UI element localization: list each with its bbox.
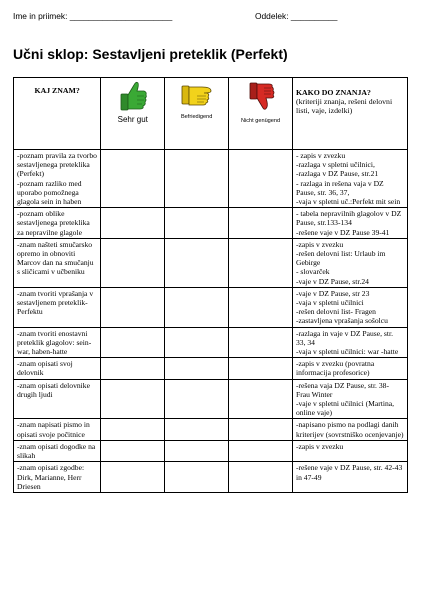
evidence-text: - zapis v zvezku: [295, 151, 346, 160]
rating-cell-nicht-genugend[interactable]: [229, 327, 293, 358]
evidence-text: -vaje v spletni učilnici (Martina, online vaje): [295, 399, 395, 418]
evidence-text: - tabela nepravilnih glagolov v DZ Pause, str.133-134: [295, 209, 402, 228]
rating-cell-sehr-gut[interactable]: [101, 287, 165, 327]
evidence-text: -rešene vaje v DZ Pause 39-41: [295, 227, 390, 237]
column-header-know: KAJ ZNAM?: [14, 78, 101, 150]
skill-text: -znam opisati zgodbe: Dirk, Marianne, Herr Driesen: [17, 463, 85, 491]
skill-cell: [14, 358, 101, 379]
evidence-cell: [292, 440, 407, 461]
rating-cell-nicht-genugend[interactable]: [229, 287, 293, 327]
evidence-text: -rešen delovni list: Urlaub im Gebirge: [295, 249, 386, 268]
table-row: [14, 150, 408, 208]
rating-cell-nicht-genugend[interactable]: [229, 238, 293, 287]
evidence-text: -vaje v DZ Pause, str 23: [295, 288, 370, 298]
column-header-how-subtitle: (kriteriji znanja, rešeni delovni listi, vaje, izdelki): [295, 97, 393, 116]
skill-cell: [14, 287, 101, 327]
rating-cell-befriedigend[interactable]: [165, 419, 229, 440]
department-field-label: Oddelek: __________: [255, 11, 338, 21]
skill-cell: [14, 208, 101, 239]
rating-cell-nicht-genugend[interactable]: [229, 358, 293, 379]
rating-cell-sehr-gut[interactable]: [101, 419, 165, 440]
evidence-text: -vaja v spletni uč.:Perfekt mit sein: [295, 197, 401, 207]
evidence-cell: [292, 462, 407, 493]
rating-cell-sehr-gut[interactable]: [101, 238, 165, 287]
table-header-row: [14, 78, 408, 150]
skill-text: -poznam razliko med uporabo pomožnega glagola sein in haben: [17, 178, 82, 207]
evidence-text: -zastavljena vprašanja sošolcu: [295, 316, 388, 326]
evidence-text: -rešene vaje v DZ Pause, str. 42-43 in 47-49: [295, 463, 403, 482]
skill-text: -znam napisati pismo in opisati svoje počitnice: [17, 420, 90, 439]
evidence-cell: [292, 419, 407, 440]
rating-cell-befriedigend[interactable]: [165, 287, 229, 327]
rating-header-befriedigend: [165, 78, 229, 150]
rating-cell-befriedigend[interactable]: [165, 462, 229, 493]
skill-text: -znam našteti smučarsko opremo in obnoviti Marcov dan na smučanju s sličicami v učbeniku: [17, 239, 94, 277]
skill-text: -poznam pravila za tvorbo sestavljenega preteklika (Perfekt): [17, 151, 97, 179]
skill-cell: [14, 379, 101, 419]
evidence-text: -vaja v spletni učilnici: war -hatte: [295, 347, 399, 357]
table-row: [14, 358, 408, 379]
evidence-text: -rešena vaja DZ Pause, str. 38- Frau Winter: [295, 380, 389, 399]
evidence-text: - razlaga in rešena vaja v DZ Pause, str. 36, 37,: [295, 178, 384, 197]
skill-text: -znam opisati delovnike drugih ljudi: [17, 380, 90, 399]
table-row: [14, 379, 408, 419]
skill-cell: [14, 419, 101, 440]
evidence-text: -razlaga v spletni učilnici,: [295, 160, 375, 170]
rating-cell-nicht-genugend[interactable]: [229, 379, 293, 419]
table-row: [14, 327, 408, 358]
evidence-text: -razlaga v DZ Pause, str.21: [295, 169, 379, 179]
skill-text: -znam opisati svoj delovnik: [17, 359, 73, 378]
column-header-how-title: KAKO DO ZNANJA?: [295, 88, 371, 97]
rating-header-sehr-gut: [101, 78, 165, 150]
table-row: [14, 462, 408, 493]
rating-cell-nicht-genugend[interactable]: [229, 462, 293, 493]
evidence-cell: [292, 358, 407, 379]
rating-cell-befriedigend[interactable]: [165, 238, 229, 287]
skill-text: -znam opisati dogodke na slikah: [17, 441, 96, 461]
rating-cell-sehr-gut[interactable]: [101, 358, 165, 379]
rating-cell-befriedigend[interactable]: [165, 327, 229, 358]
rating-cell-sehr-gut[interactable]: [101, 327, 165, 358]
skill-text: -poznam oblike sestavljenega preteklika za nepravilne glagole: [17, 209, 90, 237]
rating-label-befriedigend: Befriedigend: [180, 114, 213, 120]
evidence-text: -zapis v zvezku (povratna informacija profesorice): [295, 359, 375, 378]
name-field-label: Ime in priimek: ______________________: [13, 11, 173, 21]
rating-cell-befriedigend[interactable]: [165, 358, 229, 379]
rating-label-nicht-genugend: Nicht genügend: [240, 118, 281, 124]
column-header-how: [292, 78, 407, 150]
table-row: [14, 208, 408, 239]
skill-cell: [14, 327, 101, 358]
evidence-cell: [292, 287, 407, 327]
evidence-text: - slovarček: [295, 267, 330, 277]
table-row: [14, 287, 408, 327]
rating-cell-sehr-gut[interactable]: [101, 462, 165, 493]
rating-cell-nicht-genugend[interactable]: [229, 440, 293, 461]
skill-cell: [14, 150, 101, 208]
evidence-text: -razlaga in vaje v DZ Pause, str. 33, 34: [295, 328, 393, 347]
rating-cell-nicht-genugend[interactable]: [229, 419, 293, 440]
skill-cell: [14, 238, 101, 287]
rating-header-nicht-genugend: [229, 78, 293, 150]
rating-cell-nicht-genugend[interactable]: [229, 208, 293, 239]
skill-text: -znam tvoriti vprašanja v sestavljenem preteklik- Perfektu: [17, 288, 94, 317]
evidence-cell: [292, 327, 407, 358]
rating-cell-sehr-gut[interactable]: [101, 208, 165, 239]
rating-cell-befriedigend[interactable]: [165, 150, 229, 208]
skill-cell: [14, 440, 101, 461]
skill-cell: [14, 462, 101, 493]
evidence-cell: [292, 150, 407, 208]
evidence-text: -vaja v spletni učilnici: [295, 298, 364, 308]
rating-cell-sehr-gut[interactable]: [101, 150, 165, 208]
evidence-text: -zapis v zvezku: [295, 441, 344, 451]
evidence-text: -napisano pismo na podlagi danih kriterijev (sovrstniško ocenjevanje): [295, 420, 404, 439]
evidence-text: -zapis v zvezku: [295, 239, 344, 249]
skill-text: -znam tvoriti enostavni preteklik glagolov: sein-war, haben-hatte: [17, 328, 92, 357]
rating-cell-befriedigend[interactable]: [165, 208, 229, 239]
thumbs-up-icon: [118, 80, 148, 114]
self-assessment-table: [13, 77, 408, 493]
rating-cell-befriedigend[interactable]: [165, 440, 229, 461]
table-row: [14, 419, 408, 440]
evidence-cell: [292, 238, 407, 287]
thumbs-down-icon: [246, 80, 276, 114]
rating-cell-sehr-gut[interactable]: [101, 379, 165, 419]
evidence-text: -rešen delovni list- Fragen: [295, 307, 376, 317]
rating-cell-befriedigend[interactable]: [165, 379, 229, 419]
thumb-sideways-icon: [180, 80, 214, 110]
table-row: [14, 440, 408, 461]
evidence-cell: [292, 208, 407, 239]
evidence-text: -vaje v DZ Pause, str.24: [295, 276, 369, 286]
rating-cell-sehr-gut[interactable]: [101, 440, 165, 461]
rating-label-sehr-gut: Sehr gut: [117, 115, 148, 124]
table-row: [14, 238, 408, 287]
page-title: Učni sklop: Sestavljeni preteklik (Perfekt): [13, 46, 288, 62]
evidence-cell: [292, 379, 407, 419]
rating-cell-nicht-genugend[interactable]: [229, 150, 293, 208]
